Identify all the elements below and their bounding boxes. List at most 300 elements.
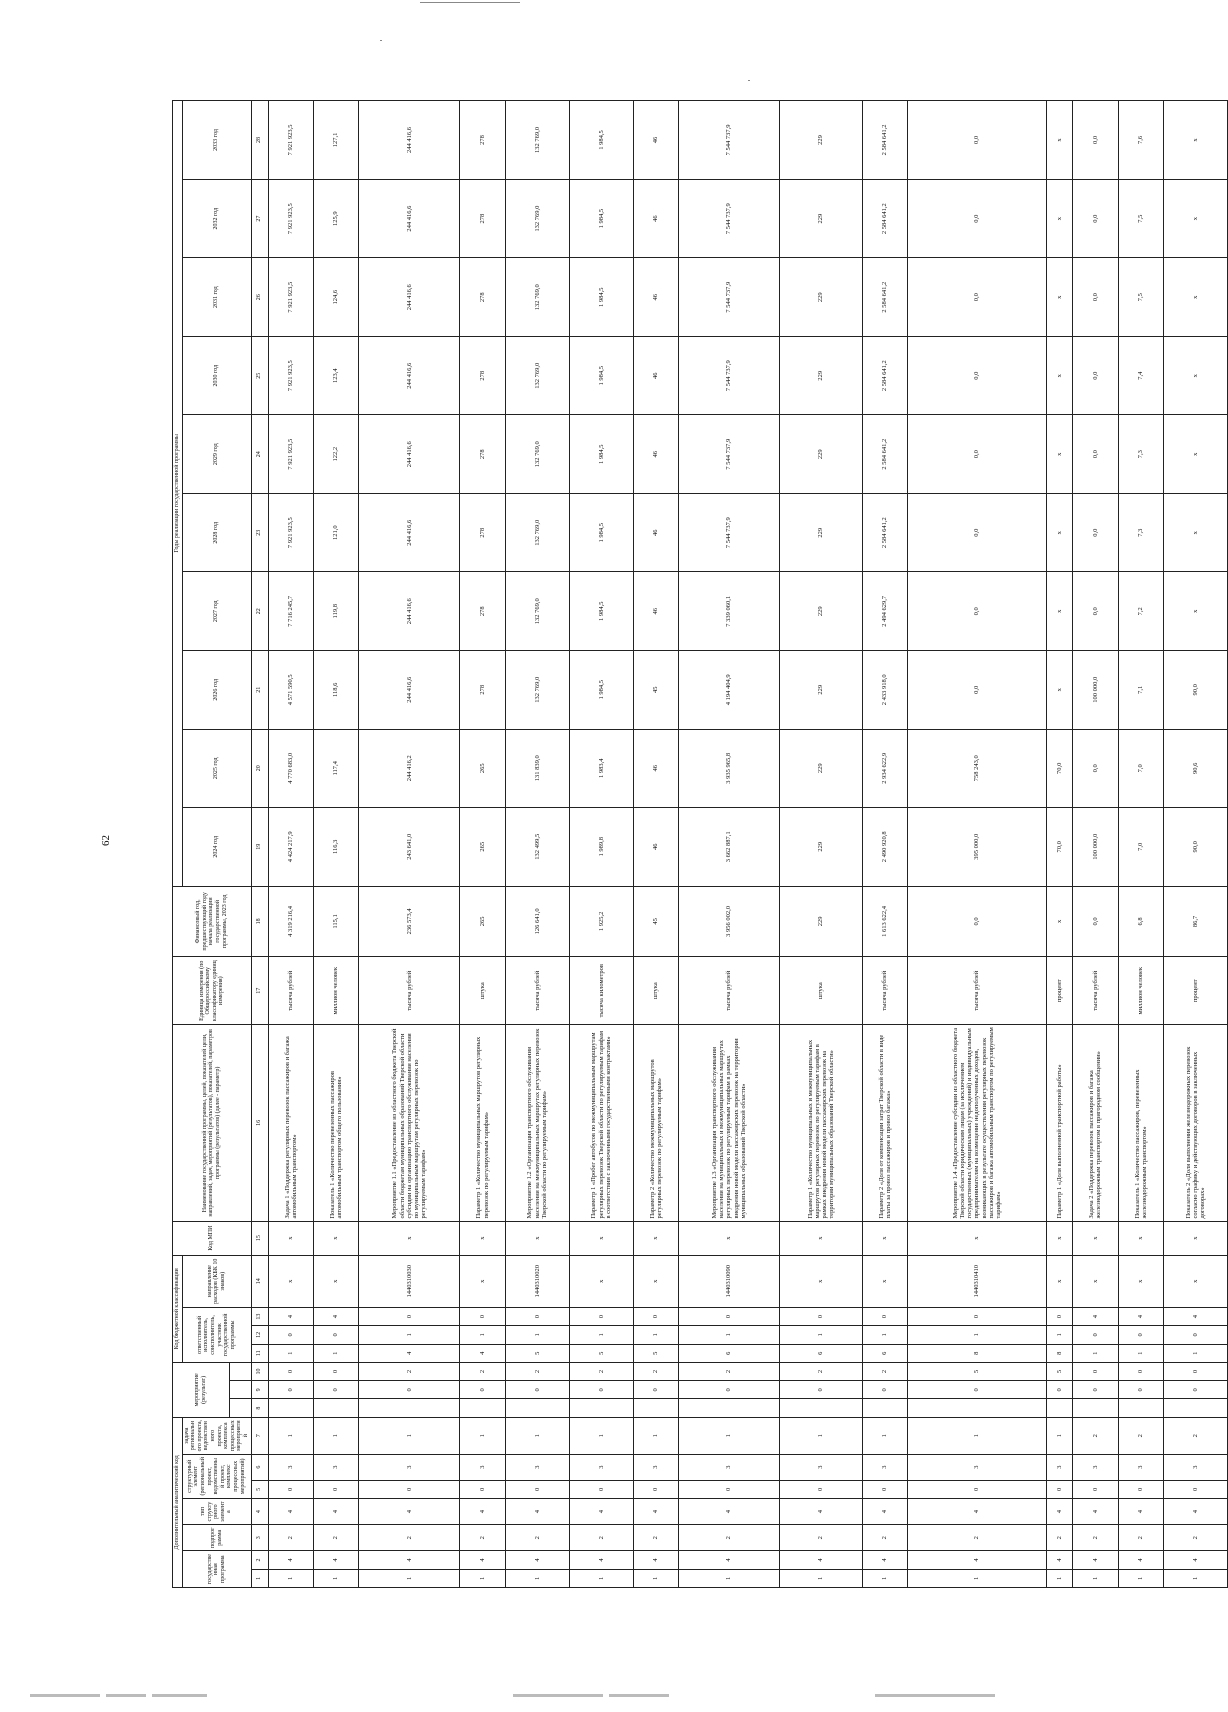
column-number: 22 [251, 572, 268, 651]
code-cell [505, 1399, 569, 1417]
code-cell: 1 [313, 1344, 358, 1362]
code-cell: 0 [1046, 1480, 1073, 1498]
column-number: 4 [251, 1499, 268, 1525]
table-row [313, 101, 358, 1588]
year-value-cell: 244 416,6 [359, 493, 460, 572]
code-cell: 1 [313, 1417, 358, 1454]
year-value-cell: 46 [633, 415, 678, 494]
year-value-cell: 2 433 918,0 [862, 651, 907, 730]
rotated-table-container [172, 100, 1206, 1588]
name-cell: Мероприятие 1.1 «Предоставление из областного бюджета Тверской области бюджетам муниципальных образований Тверской области субсидии на организацию транспортного обслуживания населения по муниципальным маршрутам регулярных перевозок по регулируемым тарифам» [359, 1025, 460, 1221]
code-cell: 0 [1046, 1381, 1073, 1399]
year-value-cell: 1 984,5 [569, 493, 633, 572]
base-year-cell: 229 [780, 886, 863, 957]
year-value-cell: 90,0 [1163, 651, 1227, 730]
year-value-cell: х [1046, 179, 1073, 258]
base-year-cell: 1 925,2 [569, 886, 633, 957]
kbk-cell: х [1073, 1255, 1118, 1307]
code-cell: 5 [908, 1362, 1047, 1380]
unit-cell: тысяча рублей [505, 957, 569, 1025]
code-cell: 4 [1163, 1551, 1227, 1569]
year-value-cell: 7 339 060,1 [678, 572, 779, 651]
mpi-cell: х [1118, 1221, 1163, 1255]
year-value-cell: 1 984,5 [569, 572, 633, 651]
column-number: 16 [251, 1025, 268, 1221]
column-number: 15 [251, 1221, 268, 1255]
code-cell: 0 [268, 1362, 313, 1380]
year-value-cell: 229 [780, 336, 863, 415]
code-cell [1163, 1399, 1227, 1417]
year-value-cell: х [1046, 336, 1073, 415]
code-cell: 4 [633, 1551, 678, 1569]
code-cell: 2 [359, 1525, 460, 1551]
year-value-cell: 123,4 [313, 336, 358, 415]
code-cell: 3 [633, 1454, 678, 1480]
code-cell: 1 [569, 1326, 633, 1344]
code-cell: 2 [1073, 1417, 1118, 1454]
year-value-cell: х [1046, 493, 1073, 572]
year-value-cell: 1 984,5 [569, 651, 633, 730]
year-value-cell: 7,1 [1118, 651, 1163, 730]
kbk-cell: х [1046, 1255, 1073, 1307]
code-cell: 1 [678, 1417, 779, 1454]
code-cell: 6 [780, 1344, 863, 1362]
code-cell: 0 [780, 1381, 863, 1399]
code-cell: 0 [1118, 1362, 1163, 1380]
column-number: 20 [251, 729, 268, 808]
code-cell: 0 [313, 1480, 358, 1498]
code-cell [1073, 1399, 1118, 1417]
year-value-cell: 1 983,4 [569, 729, 633, 808]
code-cell: 4 [313, 1551, 358, 1569]
code-cell: 3 [908, 1454, 1047, 1480]
header-year-2026: 2026 год [182, 651, 251, 730]
page-number: 62 [100, 835, 112, 846]
year-value-cell: 1 989,8 [569, 808, 633, 887]
code-cell: 1 [1046, 1569, 1073, 1587]
code-cell: 0 [359, 1307, 460, 1325]
code-cell: 2 [678, 1362, 779, 1380]
mpi-cell: х [862, 1221, 907, 1255]
header-unit: Единица измерения (по Общероссийскому классификатору единиц измерения) [173, 957, 252, 1025]
mpi-cell: х [569, 1221, 633, 1255]
year-value-cell: 7,5 [1118, 258, 1163, 337]
code-cell: 1 [505, 1569, 569, 1587]
code-cell: 0 [1073, 1362, 1118, 1380]
unit-cell: штука [633, 957, 678, 1025]
code-cell: 0 [633, 1307, 678, 1325]
column-number: 8 [251, 1399, 268, 1417]
base-year-cell: 1 613 622,4 [862, 886, 907, 957]
code-cell: 0 [1118, 1326, 1163, 1344]
table-row [460, 101, 505, 1588]
code-cell: 1 [908, 1569, 1047, 1587]
year-value-cell: 395 000,0 [908, 808, 1047, 887]
code-cell: 4 [268, 1499, 313, 1525]
year-value-cell: 46 [633, 729, 678, 808]
year-value-cell: 0,0 [908, 336, 1047, 415]
base-year-cell: 4 319 216,4 [268, 886, 313, 957]
column-number: 24 [251, 415, 268, 494]
table-row [505, 101, 569, 1588]
code-cell: 5 [1046, 1362, 1073, 1380]
code-cell: 2 [505, 1525, 569, 1551]
code-cell: 1 [569, 1569, 633, 1587]
year-value-cell: 278 [460, 179, 505, 258]
year-value-cell: 229 [780, 808, 863, 887]
code-cell: 3 [1073, 1454, 1118, 1480]
code-cell: 0 [460, 1381, 505, 1399]
code-cell: 0 [359, 1381, 460, 1399]
year-value-cell: 132 769,0 [505, 258, 569, 337]
code-cell: 3 [862, 1454, 907, 1480]
year-value-cell: х [1163, 415, 1227, 494]
year-value-cell: 0,0 [1073, 415, 1118, 494]
table-row [268, 101, 313, 1588]
year-value-cell: 2 584 641,2 [862, 101, 907, 180]
scan-artifact-mid [380, 40, 382, 41]
code-cell: 0 [862, 1307, 907, 1325]
year-value-cell: 119,8 [313, 572, 358, 651]
year-value-cell: 4 571 590,5 [268, 651, 313, 730]
column-number: 27 [251, 179, 268, 258]
year-value-cell: х [1046, 651, 1073, 730]
code-cell: 1 [359, 1417, 460, 1454]
year-value-cell: 7,4 [1118, 336, 1163, 415]
kbk-cell: х [862, 1255, 907, 1307]
column-number: 1 [251, 1569, 268, 1587]
code-cell: 1 [359, 1326, 460, 1344]
year-value-cell: 229 [780, 179, 863, 258]
code-cell: 4 [1046, 1499, 1073, 1525]
year-value-cell: 7 544 737,9 [678, 179, 779, 258]
base-year-cell: 0,0 [1073, 886, 1118, 957]
name-cell: Мероприятие 1.2 «Организация транспортного обслуживания населения на межмуниципальных маршрутах регулярных перевозок Тверской области по регулируемым тарифам» [505, 1025, 569, 1221]
code-cell: 3 [1046, 1454, 1073, 1480]
kbk-cell: х [780, 1255, 863, 1307]
year-value-cell: х [1163, 493, 1227, 572]
year-value-cell: 7 921 923,5 [268, 336, 313, 415]
name-cell: Показатель 1 «Количество перевезенных пассажиров автомобильным транспортом общего пользования» [313, 1025, 358, 1221]
code-cell: 0 [268, 1381, 313, 1399]
header-structural-element: структурный элемент (региональный проект, ведомственный проект, комплекс процессных мероприятий) [182, 1454, 251, 1498]
year-value-cell: 0,0 [1073, 101, 1118, 180]
year-value-cell: 46 [633, 179, 678, 258]
year-value-cell: 244 416,6 [359, 258, 460, 337]
code-cell: 3 [1118, 1454, 1163, 1480]
code-cell: 2 [460, 1362, 505, 1380]
code-cell: 8 [1046, 1344, 1073, 1362]
mpi-cell: х [313, 1221, 358, 1255]
header-event-sub-2 [229, 1381, 251, 1399]
code-cell: 1 [780, 1569, 863, 1587]
code-cell: 2 [780, 1525, 863, 1551]
mpi-cell: х [359, 1221, 460, 1255]
year-value-cell: 278 [460, 493, 505, 572]
kbk-cell: х [1118, 1255, 1163, 1307]
base-year-cell: 3 956 002,0 [678, 886, 779, 957]
code-cell: 4 [633, 1499, 678, 1525]
code-cell: 3 [1163, 1454, 1227, 1480]
code-cell: 0 [1073, 1326, 1118, 1344]
year-value-cell: 70,0 [1046, 729, 1073, 808]
table-row [908, 101, 1047, 1588]
unit-cell: тысяча рублей [678, 957, 779, 1025]
header-task: задача регионального проекта, ведомственного проекта, комплекса процессных мероприятий [182, 1417, 251, 1454]
unit-cell: штука [460, 957, 505, 1025]
unit-cell: тысяча рублей [1073, 957, 1118, 1025]
code-cell: 1 [1046, 1417, 1073, 1454]
mpi-cell: х [1163, 1221, 1227, 1255]
mpi-cell: х [908, 1221, 1047, 1255]
year-value-cell: 127,1 [313, 101, 358, 180]
mpi-cell: х [1046, 1221, 1073, 1255]
code-cell: 2 [268, 1525, 313, 1551]
year-value-cell: 132 769,0 [505, 493, 569, 572]
kbk-cell: х [569, 1255, 633, 1307]
year-value-cell: х [1046, 415, 1073, 494]
year-value-cell: 1 984,5 [569, 336, 633, 415]
year-value-cell: 244 416,6 [359, 336, 460, 415]
code-cell [633, 1399, 678, 1417]
header-year-2025: 2025 год [182, 729, 251, 808]
unit-cell: процент [1046, 957, 1073, 1025]
code-cell: 8 [908, 1344, 1047, 1362]
year-value-cell: 278 [460, 101, 505, 180]
year-value-cell: 7 921 923,5 [268, 179, 313, 258]
year-value-cell: 46 [633, 572, 678, 651]
year-value-cell: 46 [633, 258, 678, 337]
year-value-cell: 100 000,0 [1073, 651, 1118, 730]
code-cell [678, 1399, 779, 1417]
code-cell: 4 [678, 1551, 779, 1569]
code-cell: 4 [569, 1499, 633, 1525]
code-cell: 1 [633, 1326, 678, 1344]
year-value-cell: 244 416,6 [359, 179, 460, 258]
code-cell: 2 [569, 1525, 633, 1551]
code-cell: 1 [460, 1326, 505, 1344]
code-cell: 4 [908, 1499, 1047, 1525]
code-cell: 2 [505, 1362, 569, 1380]
year-value-cell: 116,3 [313, 808, 358, 887]
code-cell: 0 [1118, 1381, 1163, 1399]
code-cell: 2 [313, 1525, 358, 1551]
program-table [172, 100, 1228, 1588]
header-year-2029: 2029 год [182, 415, 251, 494]
code-cell: 0 [633, 1381, 678, 1399]
year-value-cell: 0,0 [908, 493, 1047, 572]
name-cell: Параметр 1 «Пробег автобусов по межмуниципальным маршрутам регулярных перевозок Тверской области по регулируемым тарифам в соответствии с заключенными государственными контрактами» [569, 1025, 633, 1221]
year-value-cell: 278 [460, 415, 505, 494]
header-year-2032: 2032 год [182, 179, 251, 258]
code-cell: 1 [862, 1569, 907, 1587]
code-cell: 0 [678, 1480, 779, 1498]
year-value-cell: х [1163, 336, 1227, 415]
code-cell: 4 [862, 1499, 907, 1525]
year-value-cell: 4 424 217,9 [268, 808, 313, 887]
year-value-cell: 46 [633, 101, 678, 180]
code-cell: 3 [359, 1454, 460, 1480]
code-cell: 1 [862, 1417, 907, 1454]
year-value-cell: 4 194 404,9 [678, 651, 779, 730]
code-cell: 0 [1073, 1480, 1118, 1498]
kbk-cell: х [268, 1255, 313, 1307]
code-cell: 0 [1046, 1307, 1073, 1325]
year-value-cell: 7 544 737,9 [678, 415, 779, 494]
code-cell [780, 1399, 863, 1417]
header-mpi-code: Код МПИ [173, 1221, 252, 1255]
code-cell: 0 [1163, 1480, 1227, 1498]
code-cell: 0 [780, 1307, 863, 1325]
column-number: 19 [251, 808, 268, 887]
code-cell: 1 [1163, 1344, 1227, 1362]
name-cell: Параметр 1 «Количество муниципальных маршрутов регулярных перевозок по регулируемым тарифам» [460, 1025, 505, 1221]
year-value-cell: 131 839,0 [505, 729, 569, 808]
year-value-cell: 121,0 [313, 493, 358, 572]
column-number-row [251, 101, 268, 1588]
code-cell: 0 [908, 1480, 1047, 1498]
year-value-cell: 229 [780, 258, 863, 337]
code-cell: 0 [313, 1326, 358, 1344]
year-value-cell: 278 [460, 336, 505, 415]
unit-cell: миллион человек [1118, 957, 1163, 1025]
year-value-cell: 1 984,5 [569, 258, 633, 337]
year-value-cell: 7 544 737,9 [678, 493, 779, 572]
year-value-cell: 100 000,0 [1073, 808, 1118, 887]
code-cell: 0 [678, 1381, 779, 1399]
code-cell: 4 [460, 1499, 505, 1525]
year-value-cell: 46 [633, 493, 678, 572]
unit-cell: тысяча рублей [862, 957, 907, 1025]
year-value-cell: 2 584 641,2 [862, 415, 907, 494]
name-cell: Мероприятие 1.3 «Организация транспортного обслуживания населения на муниципальных и межмуниципальных маршрутах регулярных перевозок по регулируемым тарифам в рамках внедрения новой модели пассажирских перевозок на территории муниципальных образований Тверской области» [678, 1025, 779, 1221]
column-number: 5 [251, 1480, 268, 1498]
code-cell: 0 [505, 1307, 569, 1325]
year-value-cell: 125,9 [313, 179, 358, 258]
code-cell: 1 [460, 1569, 505, 1587]
header-event: мероприятие (результат) [173, 1362, 230, 1417]
year-value-cell: 132 769,0 [505, 101, 569, 180]
year-value-cell: 0,0 [1073, 572, 1118, 651]
code-cell: 0 [1163, 1326, 1227, 1344]
header-executor-code: ответственный исполнитель, соисполнитель, участник государственной программы [182, 1307, 251, 1362]
column-number: 21 [251, 651, 268, 730]
year-value-cell: 0,0 [908, 258, 1047, 337]
code-cell: 1 [678, 1569, 779, 1587]
code-cell: 4 [1118, 1551, 1163, 1569]
year-value-cell: 132 769,0 [505, 572, 569, 651]
year-value-cell: 244 416,6 [359, 101, 460, 180]
year-value-cell: 229 [780, 415, 863, 494]
header-element-type: тип структурного элемента [182, 1499, 251, 1525]
code-cell: 0 [313, 1362, 358, 1380]
code-cell: 1 [780, 1417, 863, 1454]
base-year-cell: х [1046, 886, 1073, 957]
code-cell: 2 [1163, 1525, 1227, 1551]
year-value-cell: 118,6 [313, 651, 358, 730]
year-value-cell: 7 544 737,9 [678, 258, 779, 337]
code-cell: 0 [313, 1381, 358, 1399]
table-body [268, 101, 1227, 1588]
table-row [633, 101, 678, 1588]
year-value-cell: 7,3 [1118, 493, 1163, 572]
code-cell: 1 [268, 1344, 313, 1362]
code-cell: 2 [678, 1525, 779, 1551]
header-additional-code: Дополнительный аналитический код [173, 1417, 183, 1587]
mpi-cell: х [268, 1221, 313, 1255]
code-cell: 0 [633, 1480, 678, 1498]
year-value-cell: 3 662 887,1 [678, 808, 779, 887]
code-cell: 0 [569, 1381, 633, 1399]
kbk-cell: х [460, 1255, 505, 1307]
year-value-cell: 0,0 [908, 179, 1047, 258]
code-cell: 1 [313, 1569, 358, 1587]
year-value-cell: 70,0 [1046, 808, 1073, 887]
year-value-cell: 229 [780, 493, 863, 572]
year-value-cell: 7 921 923,5 [268, 101, 313, 180]
year-value-cell: 132 769,0 [505, 336, 569, 415]
name-cell: Задача 1 «Поддержка регулярных перевозок пассажиров и багажа автомобильным транспортом» [268, 1025, 313, 1221]
column-number: 10 [251, 1362, 268, 1380]
year-value-cell: 244 416,6 [359, 415, 460, 494]
code-cell: 0 [460, 1480, 505, 1498]
kbk-cell: х [633, 1255, 678, 1307]
code-cell: 2 [1163, 1417, 1227, 1454]
base-year-cell: 45 [633, 886, 678, 957]
unit-cell: процент [1163, 957, 1227, 1025]
code-cell: 1 [268, 1569, 313, 1587]
year-value-cell: 3 935 965,8 [678, 729, 779, 808]
table-row [678, 101, 779, 1588]
code-cell: 4 [1163, 1307, 1227, 1325]
name-cell: Параметр 1 «Доля выполненной транспортной работы» [1046, 1025, 1073, 1221]
code-cell: 0 [569, 1480, 633, 1498]
table-row [1163, 101, 1227, 1588]
code-cell: 2 [460, 1525, 505, 1551]
code-cell: 4 [505, 1551, 569, 1569]
code-cell: 5 [633, 1344, 678, 1362]
year-value-cell: 0,0 [1073, 258, 1118, 337]
year-value-cell: х [1046, 101, 1073, 180]
year-value-cell: 229 [780, 101, 863, 180]
header-year-2027: 2027 год [182, 572, 251, 651]
code-cell: 2 [633, 1362, 678, 1380]
year-value-cell: 46 [633, 808, 678, 887]
code-cell: 0 [908, 1381, 1047, 1399]
code-cell: 2 [359, 1362, 460, 1380]
column-number: 2 [251, 1551, 268, 1569]
code-cell: 4 [313, 1499, 358, 1525]
name-cell: Параметр 1 «Количество муниципальных и межмуниципальных маршрутов регулярных перевозок по регулируемым тарифам в рамках внедрения новой модели пассажирских перевозок на территории муниципальных образований Тверской области» [780, 1025, 863, 1221]
code-cell [908, 1399, 1047, 1417]
kbk-cell: х [313, 1255, 358, 1307]
code-cell: 1 [633, 1417, 678, 1454]
code-cell: 2 [862, 1525, 907, 1551]
year-value-cell: 7,3 [1118, 415, 1163, 494]
base-year-cell: 86,7 [1163, 886, 1227, 957]
code-cell: 5 [569, 1344, 633, 1362]
mpi-cell: х [1073, 1221, 1118, 1255]
year-value-cell: 0,0 [908, 572, 1047, 651]
mpi-cell: х [505, 1221, 569, 1255]
code-cell: 4 [1118, 1307, 1163, 1325]
table-row [1046, 101, 1073, 1588]
code-cell: 3 [313, 1454, 358, 1480]
year-value-cell: 0,0 [1073, 729, 1118, 808]
column-number: 13 [251, 1307, 268, 1325]
code-cell: 4 [780, 1499, 863, 1525]
code-cell: 4 [862, 1551, 907, 1569]
